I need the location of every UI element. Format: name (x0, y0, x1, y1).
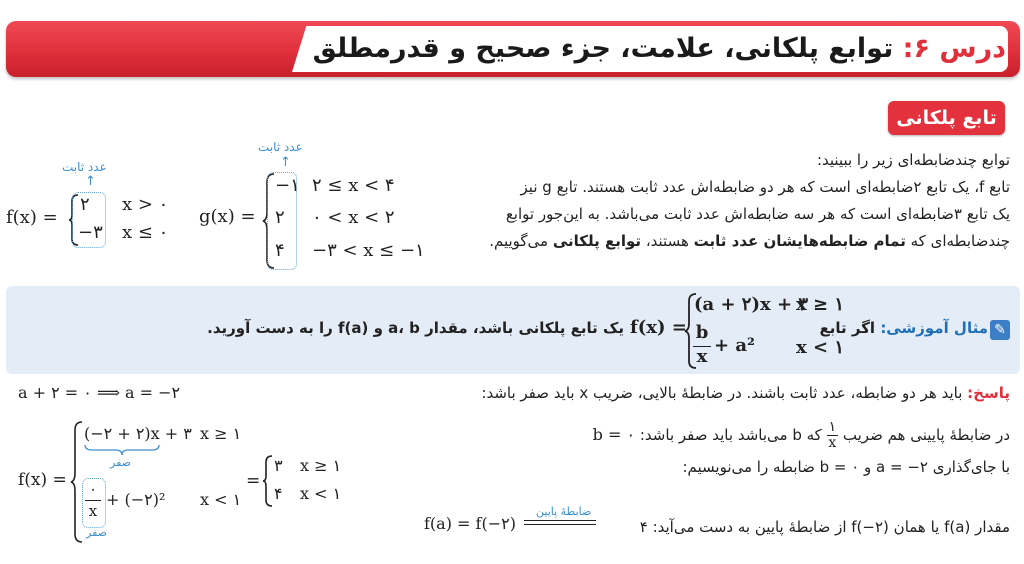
answer-line-3: با جای‌گذاری a = −۲ و b = ۰ ضابطه را می‌نویسیم: (682, 458, 1010, 476)
result-equals: = (246, 471, 261, 491)
substituted-row-2-note: صفر (86, 526, 107, 539)
answer-fraction-numerator: ۱ (828, 419, 837, 435)
answer-equation-1: a + ۲ = ۰ ⟹ a = −۲ (18, 383, 181, 402)
substituted-row-1-condition: x ≥ ۱ (200, 424, 242, 443)
answer-fraction (827, 420, 839, 451)
g-row-1-condition: ۲ ≤ x < ۴ (312, 175, 395, 196)
equal-line-bottom (524, 524, 596, 525)
result-row-1-value: ۳ (274, 456, 283, 475)
substituted-row-1-note: صفر (110, 456, 131, 469)
result-row-2-value: ۴ (274, 484, 283, 503)
g-row-3-condition: −۳ < x ≤ −۱ (312, 240, 425, 261)
example-row-2-rest: + a² (714, 335, 755, 356)
intro-line-4 (489, 228, 1010, 255)
intro-line-4-end: می‌گوییم. (489, 232, 553, 250)
f-function-name: f(x) = (6, 207, 58, 228)
lesson-title-text: توابع پلکانی، علامت، جزء صحیح و قدرمطلق (312, 33, 894, 64)
f-row-1-value: ۲ (80, 194, 90, 215)
intro-emphasis-2: توابع پلکانی (552, 232, 642, 250)
answer-line-4: مقدار f(a) یا همان f(−۲) از ضابطهٔ پایین به دست می‌آید: ۴ (639, 518, 1010, 536)
section-title: تابع پلکانی (888, 101, 1005, 135)
example-row-1-condition: x ≥ ۱ (796, 294, 845, 315)
lesson-title (313, 29, 1006, 69)
g-row-3-value: ۴ (275, 240, 285, 261)
f-row-2-condition: x ≤ ۰ (122, 222, 169, 243)
arrow-up-icon: ↑ (280, 155, 291, 170)
fraction-bar (85, 500, 101, 501)
example-text-after: یک تابع پلکانی باشد، مقدار a، b و f(a) را به دست آورید. (207, 319, 624, 337)
g-row-2-condition: ۰ < x < ۲ (312, 207, 395, 228)
example-row-2-condition: x < ۱ (796, 337, 845, 358)
g-row-1-value: −۱ (275, 175, 300, 196)
g-constant-annotation: عدد ثابت (258, 140, 303, 154)
answer-line-4-equation: f(a) = f(−۲) (424, 514, 516, 533)
f-row-2-value: −۳ (78, 222, 103, 243)
answer-label: پاسخ: (967, 384, 1010, 402)
arrow-up-icon: ↑ (85, 174, 96, 189)
intro-line-4-mid: هستند، (641, 232, 694, 250)
result-row-1-condition: x ≥ ۱ (300, 456, 342, 475)
answer-line-1 (481, 384, 1010, 402)
example-text-before: اگر تابع (819, 319, 876, 337)
equal-line-top (524, 520, 596, 521)
intro-emphasis-1: تمام ضابطه‌هایشان عدد ثابت (693, 232, 906, 250)
f-row-1-condition: x > ۰ (122, 194, 169, 215)
substituted-function-name: f(x) = (18, 470, 67, 490)
intro-line-2: تابع f، یک تابع ۲ضابطه‌ای است که هر دو ضابطه‌اش عدد ثابت هستند. تابع g نیز (520, 178, 1010, 196)
substituted-row-1-expression: (−۲ + ۲)x + ۳ (84, 424, 192, 443)
answer-line-2 (593, 420, 1010, 451)
f-constant-annotation: عدد ثابت (62, 160, 107, 174)
result-left-brace (262, 454, 274, 508)
example-label: مثال آموزشی: (880, 319, 988, 337)
answer-line-2-start: در ضابطهٔ پایینی هم ضریب (842, 426, 1010, 444)
example-row-2-denominator: x (696, 346, 708, 367)
example-row-1-expression: (a + ۲)x + ۳ (694, 294, 808, 315)
intro-line-1: توابع چندضابطه‌ای زیر را ببینید: (816, 151, 1010, 169)
substituted-row-2-numerator: ۰ (88, 480, 98, 498)
pencil-icon: ✎ (990, 320, 1010, 340)
example-row-2-numerator: b (695, 322, 709, 343)
example-function-name: f(x) = (630, 317, 687, 338)
intro-line-4-start: چندضابطه‌ای که (905, 232, 1010, 250)
answer-fraction-denominator: x (828, 435, 837, 451)
answer-line-2-end: که b می‌باشد باید صفر باشد: (639, 426, 822, 444)
underbrace (84, 444, 160, 456)
answer-line-1-text: باید هر دو ضابطه، عدد ثابت باشند. در ضابطهٔ بالایی، ضریب x باید صفر باشد: (481, 384, 963, 402)
intro-line-3: یک تابع ۳ضابطه‌ای است که هر سه ضابطه‌اش عدد ثابت می‌باشد. به این‌جور توابع (505, 205, 1010, 223)
g-row-2-value: ۲ (275, 207, 285, 228)
example-label-line (820, 319, 988, 337)
answer-line-4-note: ضابطهٔ پایین (536, 505, 592, 518)
substituted-row-2-rest: + (−۲)² (106, 490, 166, 509)
g-function-name: g(x) = (199, 206, 256, 227)
substituted-row-2-denominator: x (88, 502, 98, 520)
lesson-number: درس ۶: (902, 33, 1006, 64)
result-row-2-condition: x < ۱ (300, 484, 342, 503)
substituted-row-2-condition: x < ۱ (200, 490, 242, 509)
answer-equation-2: b = ۰ (592, 425, 636, 444)
